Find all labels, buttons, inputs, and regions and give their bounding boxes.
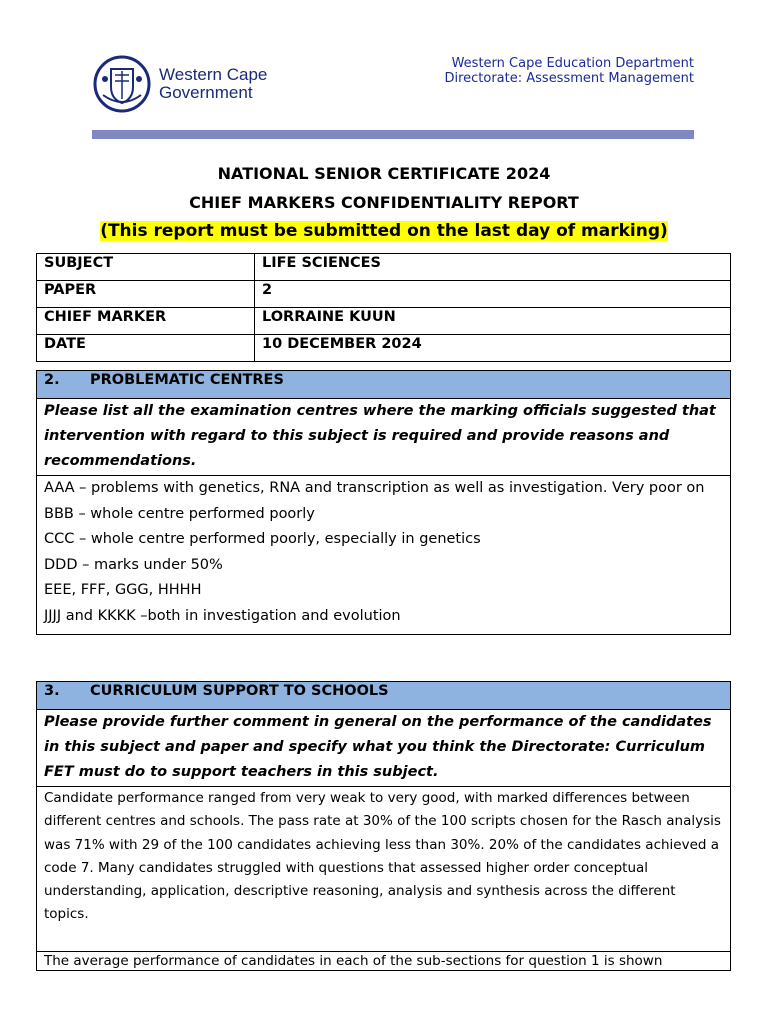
answer-line: JJJJ and KKKK –both in investigation and evolution (44, 607, 401, 624)
section-number: 3. (44, 683, 60, 699)
section-continued-text: The average performance of candidates in each of the sub-sections for question 1 is shown (37, 951, 731, 970)
document-title: NATIONAL SENIOR CERTIFICATE 2024 (217, 164, 551, 183)
section-question-row (37, 710, 731, 787)
table-row (37, 281, 731, 308)
section-question-row (37, 399, 731, 476)
header-divider (92, 130, 694, 139)
table-row (37, 335, 731, 362)
report-title: CHIEF MARKERS CONFIDENTIALITY REPORT (189, 193, 579, 212)
section-answer-row (37, 476, 731, 635)
section-continued-row (37, 951, 731, 970)
info-value: 2 (255, 281, 731, 308)
section-title: PROBLEMATIC CENTRES (90, 372, 284, 388)
answer-line: AAA – problems with genetics, RNA and transcription as well as investigation. Very poor on (44, 480, 705, 496)
info-value: LIFE SCIENCES (255, 254, 731, 281)
section-question: Please list all the examination centres where the marking officials suggested that intervention with regard to this subject is required and provide reasons and recommendations. (37, 399, 731, 476)
info-label: CHIEF MARKER (37, 308, 255, 335)
directorate-name: Directorate: Assessment Management (444, 70, 694, 86)
section-number: 2. (44, 372, 60, 388)
section-answer-row (37, 787, 731, 952)
answer-line: CCC – whole centre performed poorly, especially in genetics (44, 531, 481, 547)
problematic-centres-section (36, 370, 731, 635)
section-header (37, 682, 731, 710)
coat-of-arms-icon (93, 55, 153, 113)
submission-notice (0, 221, 768, 241)
table-row (37, 308, 731, 335)
answer-line: BBB – whole centre performed poorly (44, 505, 315, 522)
info-label: SUBJECT (37, 254, 255, 281)
table-row (37, 254, 731, 281)
section-title: CURRICULUM SUPPORT TO SCHOOLS (90, 683, 389, 699)
logo-line-1: Western Cape (159, 65, 268, 84)
department-name: Western Cape Education Department (451, 56, 694, 71)
info-label: PAPER (37, 281, 255, 308)
answer-line: EEE, FFF, GGG, HHHH (44, 582, 202, 598)
section-answer (37, 476, 731, 635)
answer-line: DDD – marks under 50% (44, 556, 223, 573)
section-heading (37, 371, 731, 399)
section-question: Please provide further comment in general on the performance of the candidates in this subject and paper and specify what you think the Directorate: Curriculum FET must do to support teachers in this subject. (37, 710, 731, 787)
western-cape-logo (93, 55, 267, 113)
curriculum-support-section (36, 681, 731, 971)
section-heading (37, 682, 731, 710)
info-value: 10 DECEMBER 2024 (255, 335, 731, 362)
section-answer: Candidate performance ranged from very weak to very good, with marked differences between different centres and schools. The pass rate at 30% of the 100 scripts chosen for the Rasch analysis was 71% with 29 of the 100 candidates achieving less than 30%. 20% of the candidates achieved a code 7. Many candidates struggled with questions that assessed higher order conceptual understanding, application, descriptive reasoning, analysis and synthesis across the different topics. (37, 787, 731, 952)
submission-notice-text: (This report must be submitted on the last day of marking) (100, 221, 668, 241)
report-info-table (36, 253, 731, 362)
info-label: DATE (37, 335, 255, 362)
logo-line-2: Government (159, 83, 253, 102)
section-header (37, 371, 731, 399)
logo-wordmark (159, 66, 267, 102)
info-value: LORRAINE KUUN (255, 308, 731, 335)
department-header (444, 57, 694, 86)
